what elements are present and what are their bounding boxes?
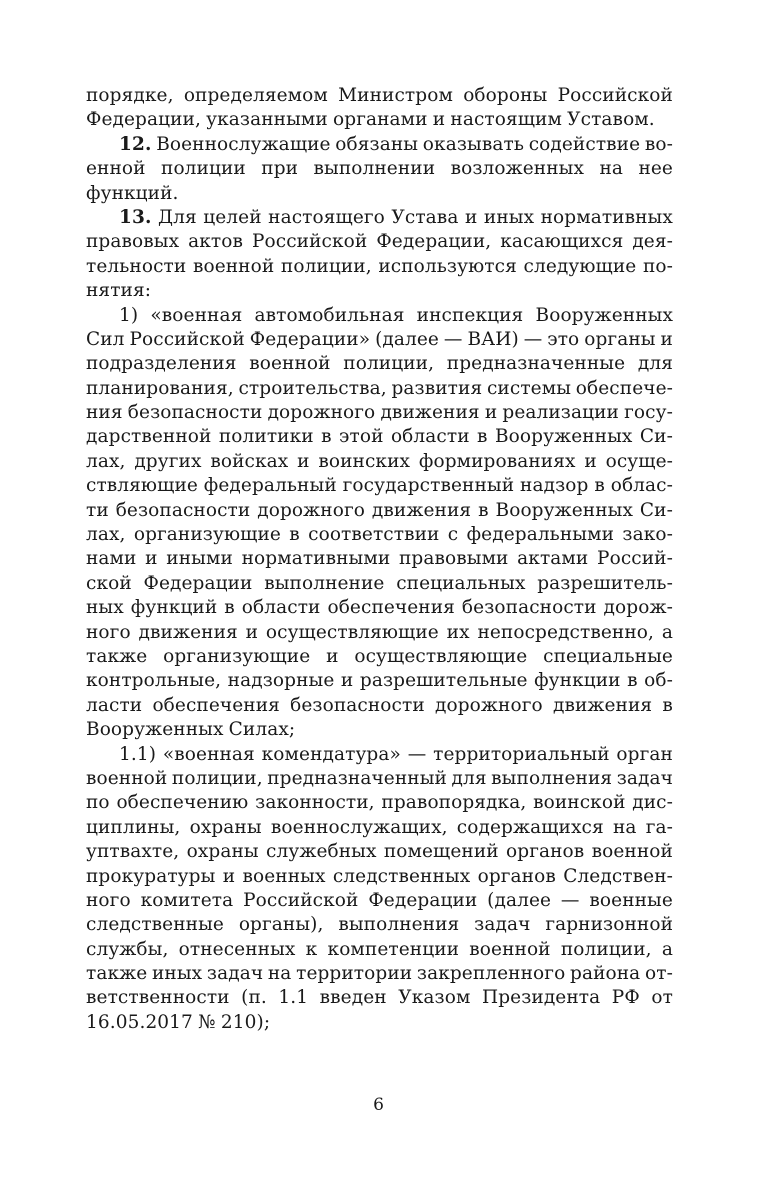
text-line: ного движения и осуществляющие их непосредственно, а [86, 621, 673, 643]
text-line: военной полиции, предназначенный для выполнения задач [86, 767, 673, 789]
page-number: 6 [373, 1095, 384, 1115]
text-line: лах, других войсках и воинских формированиях и осуще- [86, 450, 673, 472]
document-body [86, 84, 673, 1035]
text-line: функций. [86, 182, 179, 204]
text-line: также иных задач на территории закрепленного района от- [86, 963, 673, 985]
text-line: ветственности (п. 1.1 введен Указом Президента РФ от [86, 987, 673, 1009]
text-line: лах, организующие в соответствии с федеральными зако- [86, 524, 673, 546]
text-line: следственные органы), выполнения задач гарнизонной [86, 914, 673, 936]
text-line: правовых актов Российской Федерации, касающихся дея- [86, 231, 673, 253]
text-line: ного комитета Российской Федерации (далее — военные [86, 889, 673, 911]
paragraph-number: 12. [119, 133, 152, 155]
text-line: нятия: [86, 280, 152, 302]
text-line: прокуратуры и военных следственных органов Следствен- [86, 865, 673, 887]
text-line: ской Федерации выполнение специальных разрешитель- [86, 572, 673, 594]
text-line: 1) «военная автомобильная инспекция Вооруженных [119, 304, 673, 326]
paragraph-number: 13. [119, 206, 152, 228]
text-line: по обеспечению законности, правопорядка, воинской дис- [86, 792, 673, 814]
text-line: Федерации, указанными органами и настоящим Уставом. [86, 109, 655, 131]
text-line: ствляющие федеральный государственный надзор в облас- [86, 475, 673, 497]
text-line: 12. Военнослужащие обязаны оказывать содействие во- [86, 133, 673, 157]
text-line: 16.05.2017 № 210); [86, 1011, 271, 1033]
text-line: уптвахте, охраны служебных помещений органов военной [86, 841, 673, 863]
text-line: енной полиции при выполнении возложенных на нее [86, 158, 673, 180]
text-line: ласти обеспечения безопасности дорожного движения в [86, 694, 673, 716]
text-line: ти безопасности дорожного движения в Вооруженных Си- [86, 499, 673, 521]
text-line: ния безопасности дорожного движения и реализации госу- [86, 402, 673, 424]
text-line: также организующие и осуществляющие специальные [86, 645, 673, 667]
text-line: дарственной политики в этой области в Вооруженных Си- [86, 426, 673, 448]
text-line: планирования, строительства, развития системы обеспече- [86, 377, 673, 399]
text-line: подразделения военной полиции, предназначенные для [86, 353, 673, 375]
text-line: Сил Российской Федерации» (далее — ВАИ) — это органы и [86, 328, 673, 350]
text-line: 1.1) «военная комендатура» — территориальный орган [119, 743, 673, 765]
text-line: циплины, охраны военнослужащих, содержащихся на га- [86, 816, 673, 838]
text-line: порядке, определяемом Министром обороны Российской [86, 85, 673, 106]
text-line: ных функций в области обеспечения безопасности дорож- [86, 597, 673, 619]
text-line: контрольные, надзорные и разрешительные функции в об- [86, 670, 673, 692]
text-line: нами и иными нормативными правовыми актами Россий- [86, 548, 673, 570]
text-line: 13. Для целей настоящего Устава и иных нормативных [86, 206, 673, 230]
text-line: службы, отнесенных к компетенции военной полиции, а [86, 938, 673, 960]
text-line: тельности военной полиции, используются следующие по- [86, 255, 673, 277]
text-line: Вооруженных Силах; [86, 719, 296, 741]
